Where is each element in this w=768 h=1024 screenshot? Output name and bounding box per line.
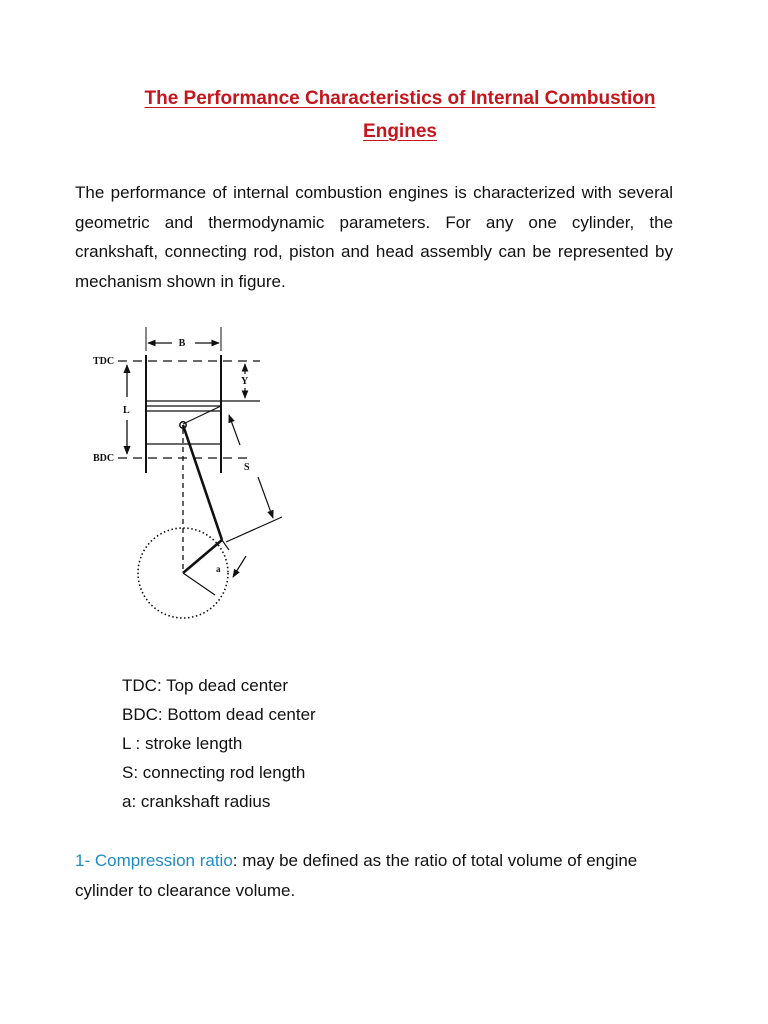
bore-label: B	[178, 338, 186, 349]
legend-item: BDC: Bottom dead center	[122, 705, 316, 724]
rod-length-arrow	[229, 415, 240, 445]
compression-ratio-definition: : may be defined as the ratio of total volume of engine cylinder to clearance volume.	[75, 851, 638, 900]
crank-radius-arrow	[233, 556, 246, 577]
legend-item: a: crankshaft radius	[122, 792, 271, 811]
engine-mechanism-diagram	[90, 325, 300, 625]
rod-length-label: S	[244, 462, 250, 473]
connecting-rod	[183, 425, 222, 540]
bdc-label: BDC	[93, 453, 115, 464]
stroke-label: L	[123, 405, 130, 416]
symbol-legend	[122, 671, 316, 816]
page-title-line-2: Engines	[363, 121, 437, 142]
intro-paragraph: The performance of internal combustion engines is characterized with several geometric and thermodynamic parameters. For any one cylinder, the crankshaft, connecting rod, piston and head assembly can be represented by mechanism shown in figure.	[75, 183, 673, 291]
compression-ratio-paragraph	[75, 846, 680, 906]
crank-radius-label: a	[216, 564, 221, 574]
tdc-label: TDC	[93, 356, 115, 367]
legend-item: S: connecting rod length	[122, 763, 306, 782]
legend-item: L : stroke length	[122, 734, 243, 753]
page-title-line-1: The Performance Characteristics of Internal Combustion	[144, 88, 656, 109]
compression-ratio-term: 1- Compression ratio	[75, 851, 233, 870]
clearance-label: Y	[241, 376, 249, 387]
legend-item: TDC: Top dead center	[122, 676, 288, 695]
